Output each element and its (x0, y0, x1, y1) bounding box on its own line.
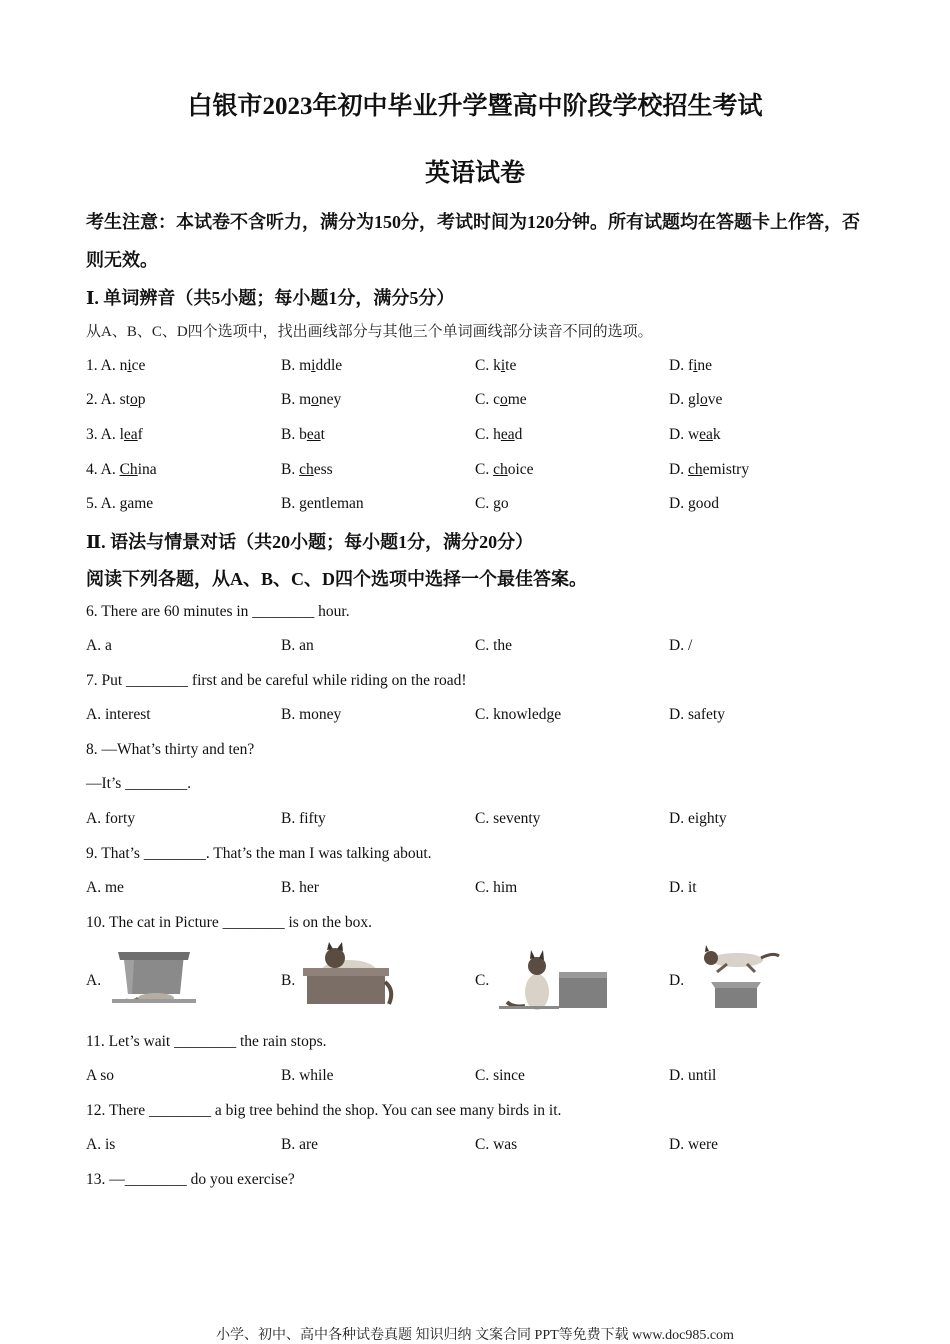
q3-option-b[interactable]: B. beat (281, 426, 325, 443)
underlined-letters: ch (493, 461, 508, 478)
underlined-letters: g (119, 495, 128, 512)
q6-option-b[interactable]: B. an (281, 637, 314, 654)
q3-option-a[interactable]: 3. A. leaf (86, 426, 143, 443)
q7-option-d[interactable]: D. safety (669, 706, 725, 723)
q9-stem: 9. That’s ________. That’s the man I was talking about. (86, 845, 432, 862)
underlined-letters: g (299, 495, 307, 512)
q11-stem: 11. Let’s wait ________ the rain stops. (86, 1033, 327, 1050)
q10-option-d[interactable] (669, 942, 849, 1017)
q6-options (0, 637, 950, 659)
underlined-letters: ea (500, 426, 515, 443)
section2-heading: Ⅱ. 语法与情景对话（共20小题；每小题1分，满分20分） (86, 532, 534, 552)
underlined-letters: g (493, 495, 501, 512)
q9-option-a[interactable]: A. me (86, 879, 124, 896)
underlined-letters: ea (306, 426, 321, 443)
q2-option-c[interactable]: C. come (475, 391, 527, 408)
q4-option-a[interactable]: 4. A. China (86, 461, 157, 478)
q3-option-c[interactable]: C. head (475, 426, 523, 443)
q11-option-a[interactable]: A so (86, 1067, 114, 1084)
underlined-letters: i (500, 357, 506, 374)
q4-options (0, 461, 950, 483)
q8-option-c[interactable]: C. seventy (475, 810, 541, 827)
q8-option-d[interactable]: D. eighty (669, 810, 727, 827)
q1-options (0, 357, 950, 379)
underlined-letters: o (700, 391, 708, 408)
q12-option-d[interactable]: D. were (669, 1136, 719, 1153)
q10-option-a[interactable] (86, 942, 266, 1017)
q10-option-d-label: D. (669, 972, 685, 989)
exam-title: 白银市2023年初中毕业升学暨高中阶段学校招生考试 (187, 93, 763, 120)
q6-option-a[interactable]: A. a (86, 637, 112, 654)
section1-heading: Ⅰ. 单词辨音（共5小题；每小题1分，满分5分） (86, 288, 455, 308)
cat-beside-box-picture (493, 942, 613, 1012)
underlined-letters: i (693, 357, 698, 374)
underlined-letters: ea (123, 426, 138, 443)
q9-option-c[interactable]: C. him (475, 879, 518, 896)
q2-option-b[interactable]: B. money (281, 391, 342, 408)
q4-option-d[interactable]: D. chemistry (669, 461, 750, 478)
q11-options (0, 1067, 950, 1089)
q10-option-c[interactable] (475, 942, 655, 1017)
q2-option-d[interactable]: D. glove (669, 391, 723, 408)
cat-in-box-picture (299, 942, 399, 1012)
q12-option-c[interactable]: C. was (475, 1136, 518, 1153)
section2-instruction: 阅读下列各题，从A、B、C、D四个选项中选择一个最佳答案。 (86, 569, 588, 589)
q8-option-b[interactable]: B. fifty (281, 810, 326, 827)
q7-option-c[interactable]: C. knowledge (475, 706, 562, 723)
q5-option-a[interactable]: 5. A. game (86, 495, 154, 512)
exam-subtitle: 英语试卷 (424, 160, 525, 187)
q10-option-b-label: B. (281, 972, 296, 989)
underlined-letters: ch (299, 461, 314, 478)
q10-option-c-label: C. (475, 972, 490, 989)
underlined-letters: o (311, 391, 319, 408)
underlined-letters: o (499, 391, 508, 408)
cat-under-box-picture (104, 942, 204, 1012)
q10-picture-options (0, 942, 950, 1017)
q2-options (0, 391, 950, 413)
q5-option-d[interactable]: D. good (669, 495, 719, 512)
q6-option-d[interactable]: D. / (669, 637, 693, 654)
q9-option-d[interactable]: D. it (669, 879, 697, 896)
q3-options (0, 426, 950, 448)
underlined-letters: i (311, 357, 316, 374)
q9-option-b[interactable]: B. her (281, 879, 319, 896)
cat-over-box-picture (687, 942, 787, 1012)
q11-option-d[interactable]: D. until (669, 1067, 717, 1084)
underlined-letters: i (127, 357, 132, 374)
q7-stem: 7. Put ________ first and be careful while riding on the road! (86, 672, 467, 689)
q12-stem: 12. There ________ a big tree behind the shop. You can see many birds in it. (86, 1102, 562, 1119)
q13-stem: 13. —________ do you exercise? (86, 1171, 295, 1188)
q7-options (0, 706, 950, 728)
candidate-notice: 考生注意：本试卷不含听力，满分为150分，考试时间为120分钟。所有试题均在答题卡上作答，否则无效。 (86, 212, 860, 270)
q4-option-b[interactable]: B. chess (281, 461, 333, 478)
q4-option-c[interactable]: C. choice (475, 461, 534, 478)
q8-stem: 8. —What’s thirty and ten? (86, 741, 255, 758)
q12-option-b[interactable]: B. are (281, 1136, 319, 1153)
underlined-letters: ea (699, 426, 713, 443)
q5-options (0, 495, 950, 517)
q3-option-d[interactable]: D. weak (669, 426, 721, 443)
q10-option-b[interactable] (281, 942, 461, 1017)
underlined-letters: Ch (119, 461, 138, 478)
q2-option-a[interactable]: 2. A. stop (86, 391, 146, 408)
section1-instruction: 从A、B、C、D四个选项中，找出画线部分与其他三个单词画线部分读音不同的选项。 (86, 324, 653, 340)
q10-option-a-label: A. (86, 972, 102, 989)
q11-option-c[interactable]: C. since (475, 1067, 525, 1084)
q10-stem: 10. The cat in Picture ________ is on the box. (86, 914, 372, 931)
q1-option-a[interactable]: 1. A. nice (86, 357, 146, 374)
q9-options (0, 879, 950, 901)
q6-stem: 6. There are 60 minutes in ________ hour. (86, 603, 350, 620)
q7-option-b[interactable]: B. money (281, 706, 342, 723)
q7-option-a[interactable]: A. interest (86, 706, 151, 723)
q12-options (0, 1136, 950, 1158)
q1-option-c[interactable]: C. kite (475, 357, 517, 374)
q8-option-a[interactable]: A. forty (86, 810, 136, 827)
q8-stem-reply: —It’s ________. (86, 775, 192, 792)
q12-option-a[interactable]: A. is (86, 1136, 116, 1153)
q8-options (0, 810, 950, 832)
underlined-letters: o (129, 391, 138, 408)
q6-option-c[interactable]: C. the (475, 637, 513, 654)
q1-option-d[interactable]: D. fine (669, 357, 713, 374)
page-footer: 小学、初中、高中各种试卷真题 知识归纳 文案合同 PPT等免费下载 www.doc985.com (216, 1328, 734, 1343)
q11-option-b[interactable]: B. while (281, 1067, 334, 1084)
q1-option-b[interactable]: B. middle (281, 357, 343, 374)
q5-option-b[interactable]: B. gentleman (281, 495, 364, 512)
underlined-letters: ch (687, 461, 703, 478)
q5-option-c[interactable]: C. go (475, 495, 509, 512)
underlined-letters: g (687, 495, 696, 512)
